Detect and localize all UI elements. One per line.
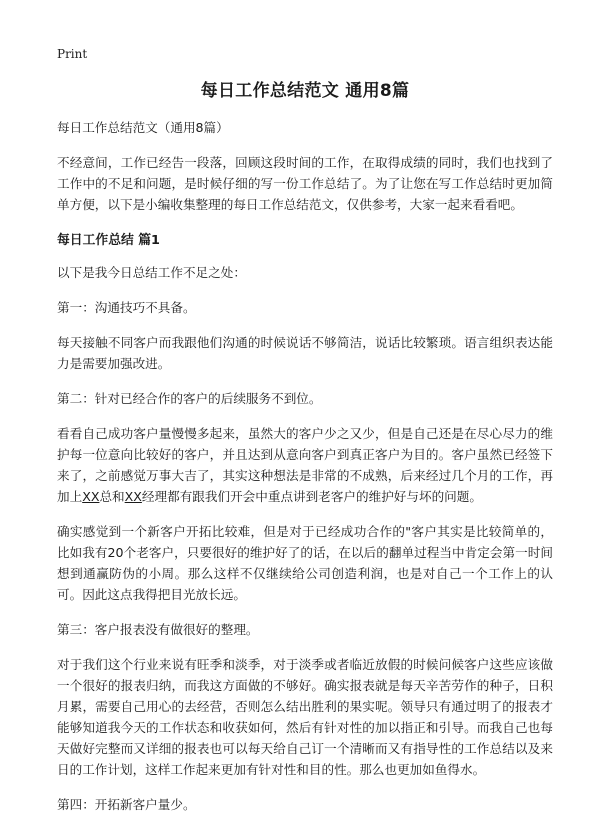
paragraph: 第一：沟通技巧不具备。: [57, 300, 196, 315]
paragraph-text: 经理都有跟我们开会中重点讲到老客户的维护好与坏的问题。: [141, 489, 482, 504]
page-title: 每日工作总结范文 通用8篇: [200, 81, 410, 101]
intro-paragraph: 不经意间，工作已经告一段落，回顾这段时间的工作，在取得成绩的同时，我们也找到了工作中的不足和问题，是时候仔细的写一份工作总结了。为了让您在写工作总结时更加简单方便，以下是小编收集整理的每日工作总结范文，仅供参考，大家一起来看看吧。: [57, 155, 553, 212]
paragraph: 以下是我今日总结工作不足之处：: [57, 265, 246, 280]
paragraph-with-xx: [57, 423, 553, 507]
document-body: [57, 76, 553, 829]
section-heading: 每日工作总结 篇1: [57, 233, 160, 248]
document-subtitle: 每日工作总结范文（通用8篇）: [57, 120, 229, 135]
paragraph: 第三：客户报表没有做很好的整理。: [57, 622, 259, 637]
paragraph: 每天接触不同客户而我跟他们沟通的时候说话不够简洁，说话比较繁琐。语言组织表达能力是需要加强改进。: [57, 335, 553, 371]
paragraph-text: 总和: [99, 489, 125, 504]
paragraph: 对于我们这个行业来说有旺季和淡季，对于淡季或者临近放假的时候问候客户这些应该做一个很好的报表归纳，而我这方面做的不够好。确实报表就是每天辛苦劳作的种子，日积月累，需要自己用心的去经营，否则怎么结出胜利的果实呢。领导只有通过明了的报表才能够知道我今天的工作状态和收获如何，然后有针对性的加以指正和引导。而我自己也每天做好完整而又详细的报表也可以每天给自己订一个清晰而又有指导性的工作总结以及来日的工作计划，这样工作起来更加有针对性和目的性。那么也更加如鱼得水。: [57, 657, 553, 777]
paragraph: 第四：开拓新客户量少。: [57, 797, 196, 812]
paragraph-text: 看看自己成功客户量慢慢多起来，虽然大的客户少之又少，但是自己还是在尽心尽力的维护每一位意向比较好的客户，并且达到从意向客户到真正客户为目的。客户虽然已经签下来了，之前感觉万事大吉了，其实这种想法是非常的不成熟，后来经过几个月的工作，再加上: [57, 426, 553, 504]
xx-placeholder: XX: [82, 489, 100, 504]
paragraph: 第二：针对已经合作的客户的后续服务不到位。: [57, 391, 322, 406]
xx-placeholder: XX: [124, 489, 142, 504]
print-link[interactable]: Print: [57, 47, 88, 61]
paragraph: 确实感觉到一个新客户开拓比较难，但是对于已经成功合作的"客户其实是比较简单的，比如我有20个老客户，只要很好的维护好了的话，在以后的翻单过程当中肯定会第一时间想到通赢防伪的小周。那么这样不仅继续给公司创造利润，也是对自己一个工作上的认可。因此这点我得把目光放长远。: [57, 524, 553, 602]
